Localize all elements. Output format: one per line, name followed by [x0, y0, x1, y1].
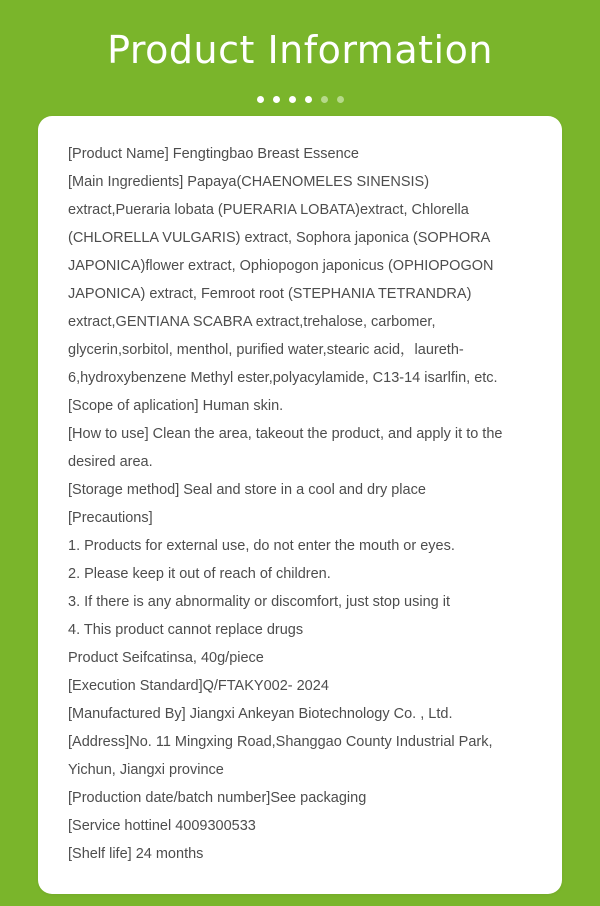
how-to-use-line: [How to use] Clean the area, takeout the product, and apply it to the desired area.: [68, 426, 503, 470]
scope-of-application-line: [Scope of aplication] Human skin.: [68, 398, 284, 414]
execution-standard-line: [Execution Standard]Q/FTAKY002- 2024: [68, 678, 329, 694]
precaution-item-1: 1. Products for external use, do not enter the mouth or eyes.: [68, 538, 455, 554]
production-date-line: [Production date/batch number]See packaging: [68, 790, 367, 806]
pager-dot[interactable]: [289, 96, 296, 103]
product-name-line: [Product Name] Fengtingbao Breast Essence: [68, 146, 359, 162]
storage-method-line: [Storage method] Seal and store in a cool and dry place: [68, 482, 426, 498]
precautions-heading: [Precautions]: [68, 510, 153, 526]
product-specification-line: Product Seifcatinsa, 40g/piece: [68, 650, 264, 666]
pager-dot[interactable]: [273, 96, 280, 103]
address-line: [Address]No. 11 Mingxing Road,Shanggao County Industrial Park, Yichun, Jiangxi province: [68, 734, 493, 778]
manufactured-by-line: [Manufactured By] Jiangxi Ankeyan Biotechnology Co. , Ltd.: [68, 706, 453, 722]
shelf-life-line: [Shelf life] 24 months: [68, 846, 204, 862]
page-title: Product Information: [107, 28, 493, 72]
pager-dots: [0, 94, 600, 104]
pager-dot[interactable]: [321, 96, 328, 103]
precaution-item-4: 4. This product cannot replace drugs: [68, 622, 304, 638]
pager-dot[interactable]: [257, 96, 264, 103]
product-info-card: [38, 116, 562, 894]
main-ingredients-line: [Main Ingredients] Papaya(CHAENOMELES SINENSIS) extract,Pueraria lobata (PUERARIA LOBATA)extract, Chlorella (CHLORELLA VULGARIS) extract, Sophora japonica (SOPHORA JAPONICA)flower extract, Ophiopogon japonicus (OPHIOPOGON JAPONICA) extract, Femroot root (STEPHANIA TETRANDRA) extract,GENTIANA SCABRA extract,trehalose, carbomer, glycerin,sorbitol, menthol, purified water,stearic acid，laureth-6,hydroxybenzene Methyl ester,polyacylamide, C13-14 isarlfin, etc.: [68, 174, 498, 386]
pager-dot[interactable]: [337, 96, 344, 103]
service-hotline-line: [Service hottinel 4009300533: [68, 818, 256, 834]
precaution-item-2: 2. Please keep it out of reach of children.: [68, 566, 331, 582]
precaution-item-3: 3. If there is any abnormality or discomfort, just stop using it: [68, 594, 450, 610]
pager-dot[interactable]: [305, 96, 312, 103]
